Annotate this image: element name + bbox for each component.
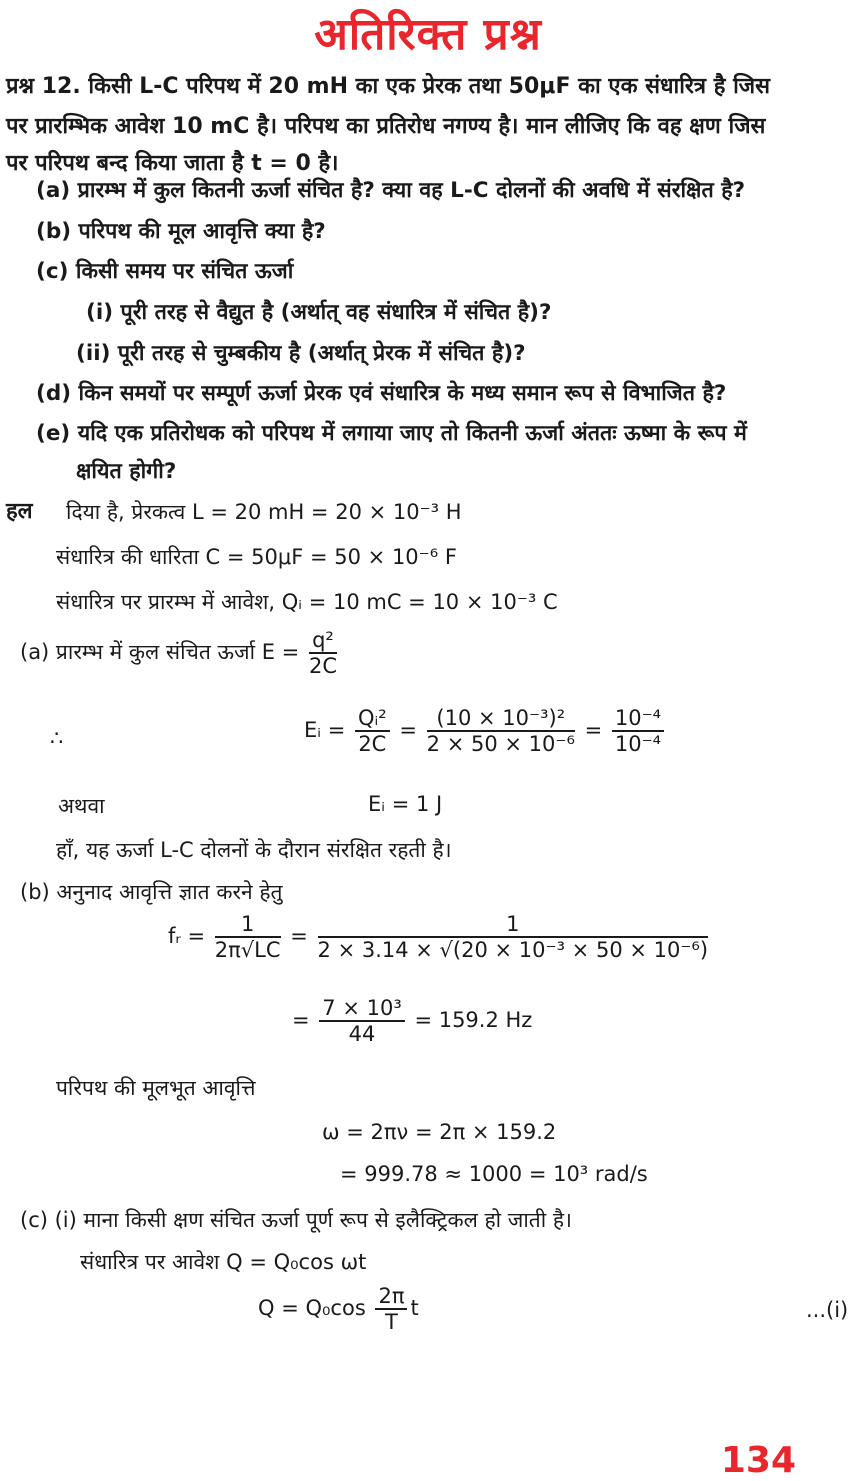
- freq-den-1: 2π√LC: [214, 938, 281, 963]
- therefore-symbol: ∴: [50, 726, 64, 750]
- athva-label: अथवा: [58, 794, 105, 818]
- question-line-2: पर प्रारम्भिक आवेश 10 mC है। परिपथ का प्रतिरोध नगण्य है। मान लीजिए कि वह क्षण जिस: [6, 114, 766, 139]
- energy-fraction: [309, 628, 337, 678]
- charge-eq-suffix: t: [410, 1296, 419, 1321]
- question-part-c-ii: (ii) पूरी तरह से चुम्बकीय है (अर्थात् प्रेरक में संचित है)?: [76, 341, 526, 366]
- freq-num-2: 1: [318, 912, 709, 938]
- omega-line-1: ω = 2πν = 2π × 159.2: [322, 1120, 557, 1144]
- calc-den-2: 2 × 50 × 10⁻⁶: [426, 732, 575, 757]
- equals-sign: =: [584, 718, 603, 743]
- calc-fraction-3: [612, 706, 664, 756]
- freq-fraction-3: [319, 996, 404, 1046]
- freq-den-3: 44: [348, 1022, 376, 1047]
- charge-eq-fraction: [375, 1284, 407, 1334]
- question-part-a: (a) प्रारम्भ में कुल कितनी ऊर्जा संचित है? क्या वह L-C दोलनों की अवधि में संरक्षित है?: [36, 178, 746, 203]
- solution-part-a: [20, 628, 340, 678]
- charge-eq-prefix: Q = Q₀cos: [258, 1296, 366, 1321]
- question-line-3: पर परिपथ बन्द किया जाता है t = 0 है।: [6, 151, 339, 176]
- solution-label: हल: [6, 499, 33, 524]
- freq-num-1: 1: [215, 912, 281, 938]
- solution-capacitance: संधारित्र की धारिता C = 50μF = 50 × 10⁻⁶ F: [56, 545, 457, 569]
- ei-label: Eᵢ =: [304, 718, 346, 743]
- question-part-e-1: (e) यदि एक प्रतिरोधक को परिपथ में लगाया जाए तो कितनी ऊर्जा अंततः ऊष्मा के रूप में: [36, 421, 747, 446]
- equals-sign: =: [399, 718, 417, 743]
- equals-sign: =: [290, 924, 308, 949]
- freq-fraction-2: [318, 912, 709, 962]
- omega-line-2: = 999.78 ≈ 1000 = 10³ rad/s: [340, 1162, 648, 1186]
- solution-part-b: (b) अनुनाद आवृत्ति ज्ञात करने हेतु: [20, 880, 283, 904]
- page-title: अतिरिक्त प्रश्न: [314, 9, 542, 60]
- calc-num-2: (10 × 10⁻³)²: [427, 706, 575, 732]
- solution-given: दिया है, प्रेरकत्व L = 20 mH = 20 × 10⁻³ H: [66, 500, 462, 524]
- question-text-1: किसी L-C परिपथ में 20 mH का एक प्रेरक तथा 50μF का एक संधारित्र है जिस: [88, 74, 770, 99]
- basic-frequency-label: परिपथ की मूलभूत आवृत्ति: [56, 1076, 256, 1100]
- calc-den-3: 10⁻⁴: [614, 732, 662, 757]
- calc-fraction-2: [427, 706, 575, 756]
- energy-result: Eᵢ = 1 J: [368, 792, 443, 816]
- energy-calculation: [304, 706, 667, 756]
- energy-numerator: q²: [309, 628, 337, 654]
- question-part-d: (d) किन समयों पर सम्पूर्ण ऊर्जा प्रेरक एवं संधारित्र के मध्य समान रूप से विभाजित है?: [36, 381, 727, 406]
- calc-den-1: 2C: [358, 732, 387, 757]
- freq-den-2: 2 × 3.14 × √(20 × 10⁻³ × 50 × 10⁻⁶): [317, 938, 709, 963]
- calc-num-1: Qᵢ²: [355, 706, 390, 732]
- conservation-statement: हाँ, यह ऊर्जा L-C दोलनों के दौरान संरक्षित रहती है।: [56, 838, 452, 862]
- fr-label: fᵣ =: [168, 924, 206, 949]
- equation-number: ...(i): [806, 1298, 849, 1322]
- page-number: 134: [720, 1440, 796, 1481]
- calc-fraction-1: [355, 706, 390, 756]
- calc-num-3: 10⁻⁴: [612, 706, 664, 732]
- charge-equation: संधारित्र पर आवेश Q = Q₀cos ωt: [80, 1250, 367, 1274]
- question-part-c: (c) किसी समय पर संचित ऊर्जा: [36, 259, 294, 284]
- frequency-result: [292, 996, 532, 1046]
- charge-eq-num: 2π: [375, 1284, 407, 1310]
- question-part-e-2: क्षयित होगी?: [76, 459, 177, 484]
- question-label: प्रश्न 12.: [6, 74, 81, 99]
- question-line-1: [6, 70, 770, 100]
- solution-charge: संधारित्र पर प्रारम्भ में आवेश, Qᵢ = 10 mC = 10 × 10⁻³ C: [56, 590, 558, 614]
- freq-num-3: 7 × 10³: [319, 996, 404, 1022]
- energy-denominator: 2C: [308, 654, 337, 679]
- question-part-b: (b) परिपथ की मूल आवृत्ति क्या है?: [36, 219, 326, 244]
- solution-part-c: (c) (i) माना किसी क्षण संचित ऊर्जा पूर्ण रूप से इलैक्ट्रिकल हो जाती है।: [20, 1208, 572, 1232]
- part-a-text: (a) प्रारम्भ में कुल संचित ऊर्जा E =: [20, 640, 300, 665]
- resonance-frequency-calc: [168, 912, 711, 962]
- frequency-value: = 159.2 Hz: [414, 1008, 533, 1033]
- question-part-c-i: (i) पूरी तरह से वैद्युत है (अर्थात् वह संधारित्र में संचित है)?: [86, 300, 552, 325]
- equals-sign: =: [292, 1008, 310, 1033]
- charge-equation-2: [258, 1284, 419, 1334]
- freq-fraction-1: [215, 912, 281, 962]
- charge-eq-den: T: [385, 1310, 398, 1335]
